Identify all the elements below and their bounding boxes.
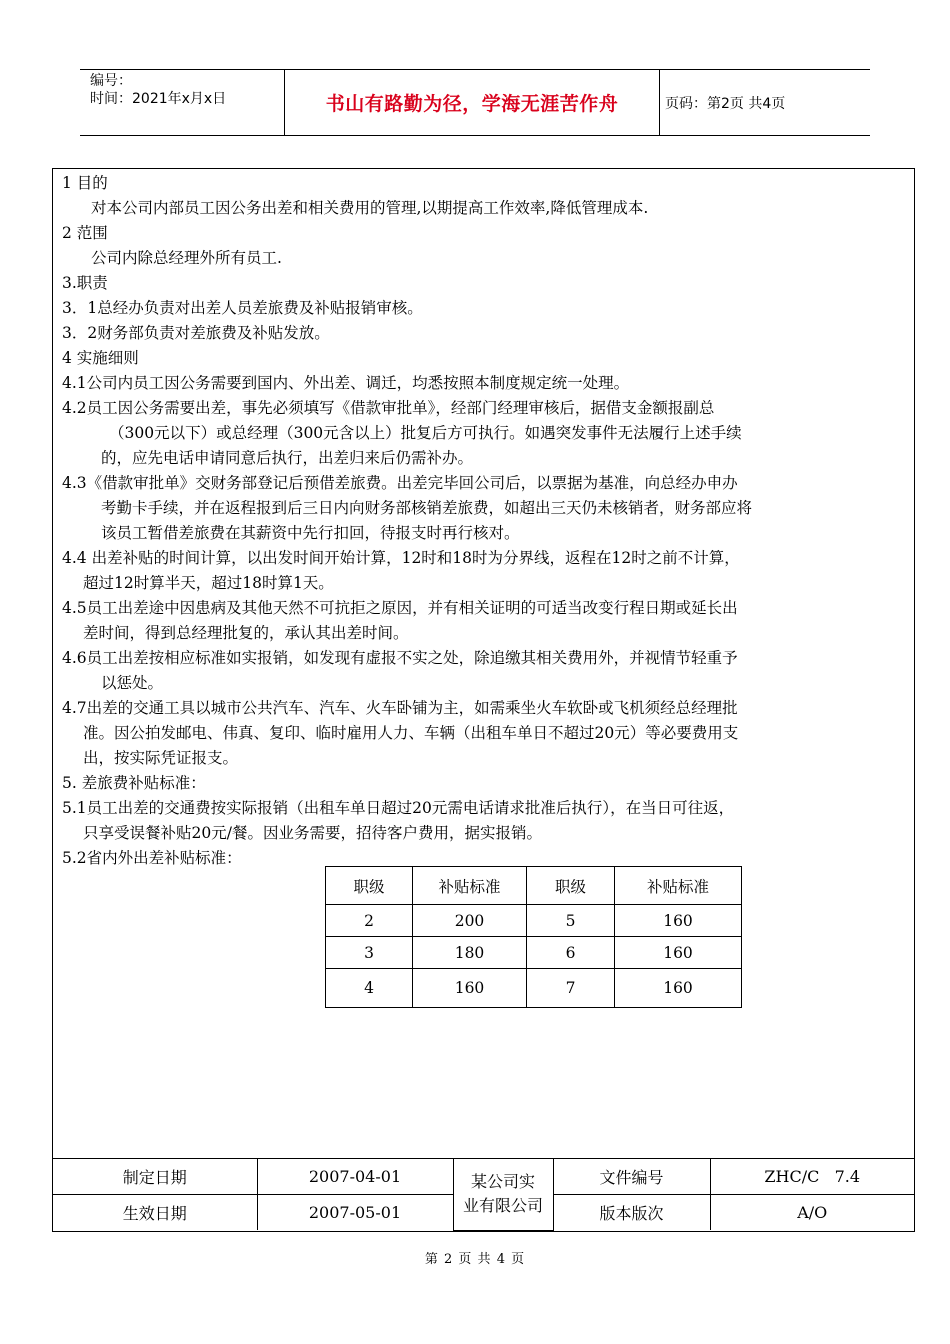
document-number-label: 编号： <box>90 73 132 89</box>
paragraph-line: 出，按实际凭证报支。 <box>83 749 239 767</box>
table-cell: 160 <box>615 937 742 969</box>
created-date-value: 2007-04-01 <box>257 1159 453 1195</box>
document-frame <box>52 168 915 1232</box>
section-heading-purpose: 1 目的 <box>62 174 108 192</box>
paragraph-line: 只享受误餐补贴20元/餐。因业务需要，招待客户费用，据实报销。 <box>83 824 542 842</box>
paragraph-line: 4.3《借款审批单》交财务部登记后预借差旅费。出差完毕回公司后，以票据为基准，向总经办申办 <box>62 474 738 492</box>
header-motto: 书山有路勤为径，学海无涯苦作舟 <box>325 93 619 115</box>
page-number: 第 2 页 共 4 页 <box>424 1252 526 1267</box>
paragraph-line: 3．2财务部负责对差旅费及补贴发放。 <box>62 324 330 342</box>
table-cell: 180 <box>413 937 527 969</box>
table-header-cell: 职级 <box>326 867 413 905</box>
paragraph-line: 差时间，得到总经理批复的，承认其出差时间。 <box>83 624 409 642</box>
paragraph-line: 4.5员工出差途中因患病及其他天然不可抗拒之原因，并有相关证明的可适当改变行程日期或延长出 <box>62 599 738 617</box>
paragraph-line: 4.7出差的交通工具以城市公共汽车、汽车、火车卧铺为主，如需乘坐火车软卧或飞机须经总经理批 <box>62 699 738 717</box>
version-label: 版本版次 <box>553 1195 710 1231</box>
paragraph-line: 该员工暂借差旅费在其薪资中先行扣回，待报支时再行核对。 <box>101 524 520 542</box>
paragraph-line: 的，应先电话申请同意后执行，出差归来后仍需补办。 <box>101 449 474 467</box>
paragraph-line: 5.1员工出差的交通费按实际报销（出租车单日超过20元需电话请求批准后执行），在当日可往返， <box>62 799 735 817</box>
section-heading-allowance: 5. 差旅费补贴标准： <box>62 774 206 792</box>
company-name-line: 某公司实 <box>470 1172 535 1192</box>
table-cell: 4 <box>326 969 413 1008</box>
table-cell: 160 <box>615 905 742 937</box>
section-heading-rules: 4 实施细则 <box>62 349 139 367</box>
header-meta <box>90 72 226 108</box>
company-name-line: 业有限公司 <box>462 1196 543 1216</box>
paragraph-line: 4.2员工因公务需要出差，事先必须填写《借款审批单》，经部门经理审核后，据借支金额报副总 <box>62 399 715 417</box>
table-cell: 3 <box>326 937 413 969</box>
table-cell: 200 <box>413 905 527 937</box>
table-cell: 160 <box>615 969 742 1008</box>
table-header-cell: 职级 <box>527 867 615 905</box>
paragraph-line: 超过12时算半天，超过18时算1天。 <box>83 574 334 592</box>
document-header <box>80 69 870 136</box>
header-page-info: 页码：第2页 共4页 <box>665 95 786 112</box>
table-cell: 2 <box>326 905 413 937</box>
section-heading-scope: 2 范围 <box>62 224 108 242</box>
footer-row <box>53 1159 914 1195</box>
paragraph-line: 考勤卡手续，并在返程报到后三日内向财务部核销差旅费，如超出三天仍未核销者，财务部应将 <box>101 499 753 517</box>
paragraph-line: 准。因公拍发邮电、伟真、复印、临时雇用人力、车辆（出租车单日不超过20元）等必要费用支 <box>83 724 739 742</box>
company-name <box>453 1159 553 1231</box>
paragraph-line: 3．1总经办负责对出差人员差旅费及补贴报销审核。 <box>62 299 423 317</box>
paragraph-line: 公司内除总经理外所有员工. <box>91 249 282 267</box>
allowance-table <box>325 866 742 1008</box>
version-value: A/O <box>710 1195 914 1231</box>
document-body <box>53 169 914 1159</box>
table-cell: 7 <box>527 969 615 1008</box>
paragraph-line: 以惩处。 <box>101 674 164 692</box>
document-number-value: ZHC/C 7.4 <box>710 1159 914 1195</box>
table-cell: 160 <box>413 969 527 1008</box>
table-header-cell: 补贴标准 <box>413 867 527 905</box>
paragraph-line: 5.2省内外出差补贴标准： <box>62 849 242 867</box>
created-date-label: 制定日期 <box>53 1159 257 1195</box>
table-row <box>326 969 742 1008</box>
effective-date-value: 2007-05-01 <box>257 1195 453 1231</box>
table-cell: 5 <box>527 905 615 937</box>
paragraph-line: 对本公司内部员工因公务出差和相关费用的管理,以期提高工作效率,降低管理成本. <box>91 199 649 217</box>
document-footer-table <box>53 1158 914 1231</box>
paragraph-line: （300元以下）或总经理（300元含以上）批复后方可执行。如遇突发事件无法履行上述手续 <box>109 424 742 442</box>
effective-date-label: 生效日期 <box>53 1195 257 1231</box>
paragraph-line: 4.6员工出差按相应标准如实报销，如发现有虚报不实之处，除追缴其相关费用外，并视情节轻重予 <box>62 649 738 667</box>
table-row <box>326 905 742 937</box>
table-header-row <box>326 867 742 905</box>
section-heading-duties: 3.职责 <box>62 274 108 292</box>
table-row <box>326 937 742 969</box>
document-number-label: 文件编号 <box>553 1159 710 1195</box>
paragraph-line: 4.4 出差补贴的时间计算，以出发时间开始计算，12时和18时为分界线，返程在12时之前不计算， <box>62 549 740 567</box>
table-header-cell: 补贴标准 <box>615 867 742 905</box>
table-cell: 6 <box>527 937 615 969</box>
paragraph-line: 4.1公司内员工因公务需要到国内、外出差、调迁，均悉按照本制度规定统一处理。 <box>62 374 630 392</box>
document-date: 时间：2021年x月x日 <box>90 91 227 107</box>
